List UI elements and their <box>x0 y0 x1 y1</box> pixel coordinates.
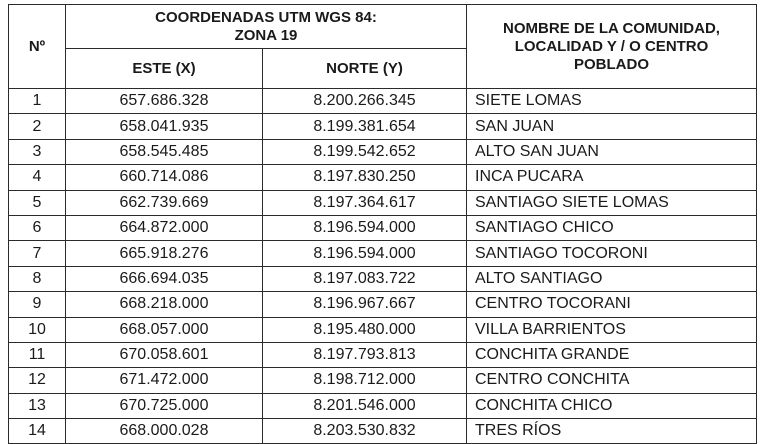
table-row <box>9 89 757 114</box>
row-este: 657.686.328 <box>66 89 263 114</box>
header-community-name <box>467 5 757 89</box>
table-body <box>9 89 757 444</box>
row-community: TRES RÍOS <box>467 419 757 444</box>
header-norte: NORTE (Y) <box>263 49 467 89</box>
row-community: CENTRO CONCHITA <box>467 368 757 393</box>
row-number: 4 <box>9 165 66 190</box>
header-coordinates <box>66 5 467 49</box>
table-row <box>9 419 757 444</box>
row-community: CONCHITA CHICO <box>467 393 757 418</box>
row-norte: 8.196.967.667 <box>263 292 467 317</box>
table-row <box>9 114 757 139</box>
row-number: 11 <box>9 342 66 367</box>
row-number: 8 <box>9 266 66 291</box>
row-norte: 8.198.712.000 <box>263 368 467 393</box>
row-este: 670.058.601 <box>66 342 263 367</box>
table-row <box>9 393 757 418</box>
row-este: 668.218.000 <box>66 292 263 317</box>
row-community: SIETE LOMAS <box>467 89 757 114</box>
row-este: 662.739.669 <box>66 190 263 215</box>
row-norte: 8.199.381.654 <box>263 114 467 139</box>
row-este: 671.472.000 <box>66 368 263 393</box>
row-norte: 8.196.594.000 <box>263 241 467 266</box>
row-number: 5 <box>9 190 66 215</box>
row-norte: 8.200.266.345 <box>263 89 467 114</box>
row-community: VILLA BARRIENTOS <box>467 317 757 342</box>
row-number: 1 <box>9 89 66 114</box>
row-community: CENTRO TOCORANI <box>467 292 757 317</box>
header-este: ESTE (X) <box>66 49 263 89</box>
row-norte: 8.197.830.250 <box>263 165 467 190</box>
row-community: ALTO SAN JUAN <box>467 139 757 164</box>
table-row <box>9 165 757 190</box>
table-row <box>9 215 757 240</box>
row-number: 9 <box>9 292 66 317</box>
row-number: 13 <box>9 393 66 418</box>
row-norte: 8.197.083.722 <box>263 266 467 291</box>
header-number: Nº <box>9 5 66 89</box>
row-norte: 8.197.364.617 <box>263 190 467 215</box>
row-number: 6 <box>9 215 66 240</box>
table-row <box>9 241 757 266</box>
row-norte: 8.197.793.813 <box>263 342 467 367</box>
table-row <box>9 266 757 291</box>
row-este: 658.041.935 <box>66 114 263 139</box>
row-norte: 8.203.530.832 <box>263 419 467 444</box>
table-row <box>9 317 757 342</box>
row-este: 660.714.086 <box>66 165 263 190</box>
row-este: 658.545.485 <box>66 139 263 164</box>
table-row <box>9 342 757 367</box>
header-name-line2: LOCALIDAD Y / O CENTRO <box>514 37 709 55</box>
row-norte: 8.201.546.000 <box>263 393 467 418</box>
row-community: SAN JUAN <box>467 114 757 139</box>
table-row <box>9 292 757 317</box>
table-row <box>9 190 757 215</box>
header-coordinates-line2: ZONA 19 <box>234 26 298 44</box>
table-row <box>9 368 757 393</box>
row-community: SANTIAGO TOCORONI <box>467 241 757 266</box>
table-row <box>9 139 757 164</box>
row-number: 14 <box>9 419 66 444</box>
row-norte: 8.196.594.000 <box>263 215 467 240</box>
header-coordinates-line1: COORDENADAS UTM WGS 84: <box>155 8 377 26</box>
row-community: SANTIAGO SIETE LOMAS <box>467 190 757 215</box>
row-community: SANTIAGO CHICO <box>467 215 757 240</box>
row-number: 2 <box>9 114 66 139</box>
row-number: 10 <box>9 317 66 342</box>
header-name-line3: POBLADO <box>574 55 649 73</box>
row-este: 668.000.028 <box>66 419 263 444</box>
row-norte: 8.199.542.652 <box>263 139 467 164</box>
row-number: 3 <box>9 139 66 164</box>
row-este: 666.694.035 <box>66 266 263 291</box>
row-community: ALTO SANTIAGO <box>467 266 757 291</box>
row-norte: 8.195.480.000 <box>263 317 467 342</box>
row-este: 665.918.276 <box>66 241 263 266</box>
row-este: 668.057.000 <box>66 317 263 342</box>
row-este: 670.725.000 <box>66 393 263 418</box>
row-community: CONCHITA GRANDE <box>467 342 757 367</box>
row-number: 7 <box>9 241 66 266</box>
row-number: 12 <box>9 368 66 393</box>
row-este: 664.872.000 <box>66 215 263 240</box>
header-name-line1: NOMBRE DE LA COMUNIDAD, <box>503 19 720 37</box>
coordinates-table <box>8 4 757 444</box>
row-community: INCA PUCARA <box>467 165 757 190</box>
